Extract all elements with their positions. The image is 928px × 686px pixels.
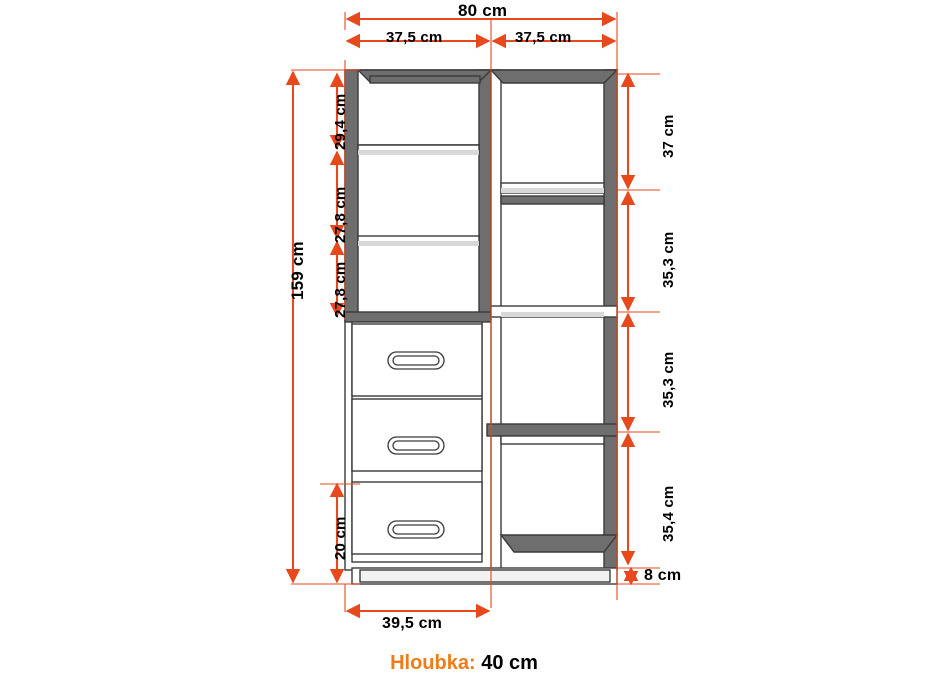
label-right-shelf-2: 35,3 cm bbox=[660, 231, 677, 288]
label-plinth-height: 8 cm bbox=[644, 567, 682, 584]
depth-value: 40 cm bbox=[481, 652, 538, 674]
depth-note bbox=[0, 652, 928, 675]
label-right-width: 37,5 cm bbox=[515, 29, 572, 46]
label-base-width: 39,5 cm bbox=[382, 615, 443, 632]
label-total-width: 80 cm bbox=[458, 1, 508, 20]
depth-separator: : bbox=[468, 652, 476, 674]
label-right-shelf-3: 35,3 cm bbox=[660, 351, 677, 408]
label-left-shelf-3: 27,8 cm bbox=[332, 261, 349, 318]
label-left-shelf-2: 27,8 cm bbox=[332, 186, 349, 243]
depth-label: Hloubka bbox=[390, 652, 469, 674]
label-total-height: 159 cm bbox=[288, 241, 307, 300]
label-right-shelf-1: 37 cm bbox=[660, 114, 677, 158]
label-drawer-height: 20 cm bbox=[332, 516, 349, 560]
label-left-shelf-1: 29,4 cm bbox=[332, 93, 349, 150]
label-right-shelf-4: 35,4 cm bbox=[660, 485, 677, 542]
label-left-width: 37,5 cm bbox=[386, 29, 443, 46]
